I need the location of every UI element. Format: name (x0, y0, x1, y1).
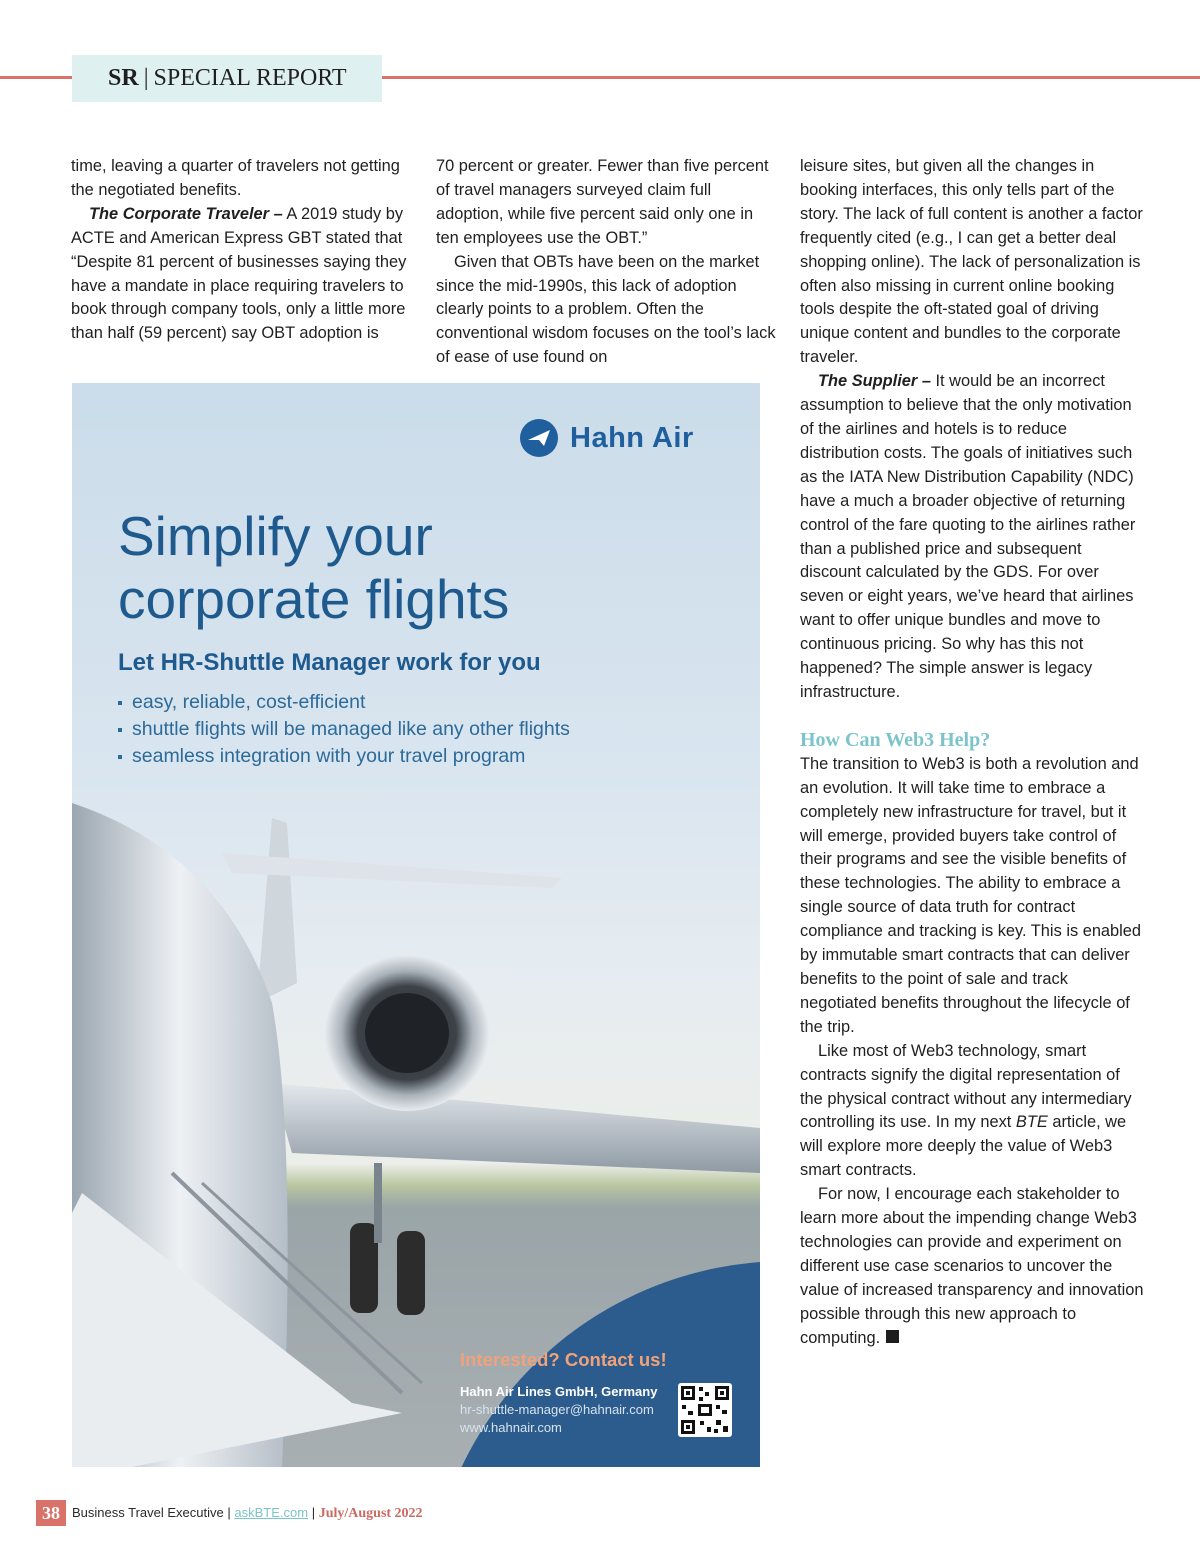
contact-website[interactable]: www.hahnair.com (460, 1420, 562, 1435)
section-title: SPECIAL REPORT (153, 65, 347, 91)
run-in-head: The Corporate Traveler – (89, 204, 283, 223)
paragraph-body: article, we will explore more deeply the value of Web3 smart contracts. (800, 1113, 1127, 1180)
paragraph (800, 1040, 1145, 1183)
article-column-3 (800, 155, 1145, 1351)
paragraph-body: For now, I encourage each stakeholder to learn more about the impending change Web3 technologies can provide and experiment on different use case scenarios to uncover the value of increased transparency and innovation possible through this new approach to computing. (800, 1185, 1144, 1347)
footer-text (72, 1505, 423, 1522)
section-subhead: How Can Web3 Help? (800, 728, 991, 751)
paragraph (800, 1183, 1145, 1350)
company-name: Hahn Air Lines GmbH, Germany (460, 1384, 658, 1399)
ad-bullet: shuttle flights will be managed like any other flights (118, 716, 570, 743)
publication-abbr: BTE (1015, 1113, 1048, 1132)
landing-gear-wheel (350, 1223, 378, 1313)
ad-bullet: easy, reliable, cost-efficient (118, 689, 570, 716)
paragraph: time, leaving a quarter of travelers not getting the negotiated benefits. (71, 157, 400, 199)
end-mark-icon (886, 1330, 899, 1343)
plane-logo-icon (520, 419, 558, 457)
ad-subheadline: Let HR-Shuttle Manager work for you (118, 649, 541, 676)
tail-fin (257, 818, 297, 1003)
run-in-head: The Supplier – (818, 372, 931, 391)
paragraph: The transition to Web3 is both a revolution and an evolution. It will take time to embrace a completely new infrastructure for travel, but it will emerge, provided buyers take control of their programs and see the visible benefits of these technologies. The ability to embrace a single source of data truth for contract compliance and tracking is key. This is enabled by immutable smart contracts that can deliver benefits to the point of sale and track negotiated benefits throughout the lifecycle of the trip. (800, 754, 1142, 1036)
advertisement[interactable] (72, 383, 760, 1467)
ad-bullet-list (118, 689, 570, 770)
ad-headline: Simplify your corporate flights (118, 505, 510, 630)
paragraph (800, 370, 1145, 705)
issue-date: July/August 2022 (318, 1505, 423, 1521)
paragraph-body: Like most of Web3 technology, smart contracts signify the digital representation of the physical contract without any intermediary controlling its use. In my next (800, 1041, 1132, 1132)
article-column-2 (436, 155, 776, 370)
wing (272, 1083, 760, 1173)
landing-gear-wheel (397, 1231, 425, 1315)
website-link[interactable]: askBTE.com (234, 1504, 309, 1520)
paragraph-body: It would be an incorrect assumption to believe that the only motivation of the airlines and hotels is to reduce distribution costs. The goals of initiatives such as the IATA New Distribution Capability (NDC) have a much a broader objective of returning control of the fare quoting to the airlines rather than a published price and subsequent discount calculated by the GDS. For over seven or eight years, we’ve heard that airlines want to offer unique bundles and move to continuous pricing. So why has this not happened? The simple answer is legacy infrastructure. (800, 372, 1136, 701)
footer-separator: | (227, 1504, 231, 1520)
hahn-air-logo (520, 419, 694, 457)
paragraph-body: A 2019 study by ACTE and American Express GBT stated that “Despite 81 percent of businesses saying they have a mandate in place requiring travelers to book through company tools, only a little more than half (59 percent) say OBT adoption is (71, 204, 407, 343)
contact-title: Interested? Contact us! (460, 1349, 667, 1370)
section-header (72, 55, 382, 102)
contact-email[interactable]: hr-shuttle-manager@hahnair.com (460, 1402, 654, 1417)
section-abbr: SR (108, 65, 139, 91)
brand-name: Hahn Air (570, 421, 694, 454)
header-rule-right (382, 76, 1200, 79)
page-footer (36, 1500, 423, 1526)
paragraph: Given that OBTs have been on the market since the mid-1990s, this lack of adoption clearly points to a problem. Often the conventional wisdom focuses on the tool’s lack of ease of use found on (436, 252, 776, 367)
paragraph: 70 percent or greater. Fewer than five percent of travel managers surveyed claim full adoption, while five percent said only one in ten employees use the OBT.” (436, 157, 769, 247)
page-number: 38 (36, 1500, 66, 1526)
footer-separator: | (311, 1504, 316, 1520)
article-column-1 (71, 155, 411, 346)
paragraph: leisure sites, but given all the changes in booking interfaces, this only tells part of the story. The lack of full content is another a factor frequently cited (e.g., I can get a better deal shopping online). The lack of personalization is often also missing in current online booking tools despite the oft-stated goal of driving unique content and bundles to the corporate traveler. (800, 157, 1143, 367)
paragraph (71, 203, 411, 346)
header-rule-left (0, 76, 72, 79)
qr-code-icon[interactable] (678, 1383, 732, 1437)
ad-bullet: seamless integration with your travel program (118, 743, 570, 770)
publication-name: Business Travel Executive (72, 1504, 224, 1520)
section-separator: | (143, 65, 149, 91)
